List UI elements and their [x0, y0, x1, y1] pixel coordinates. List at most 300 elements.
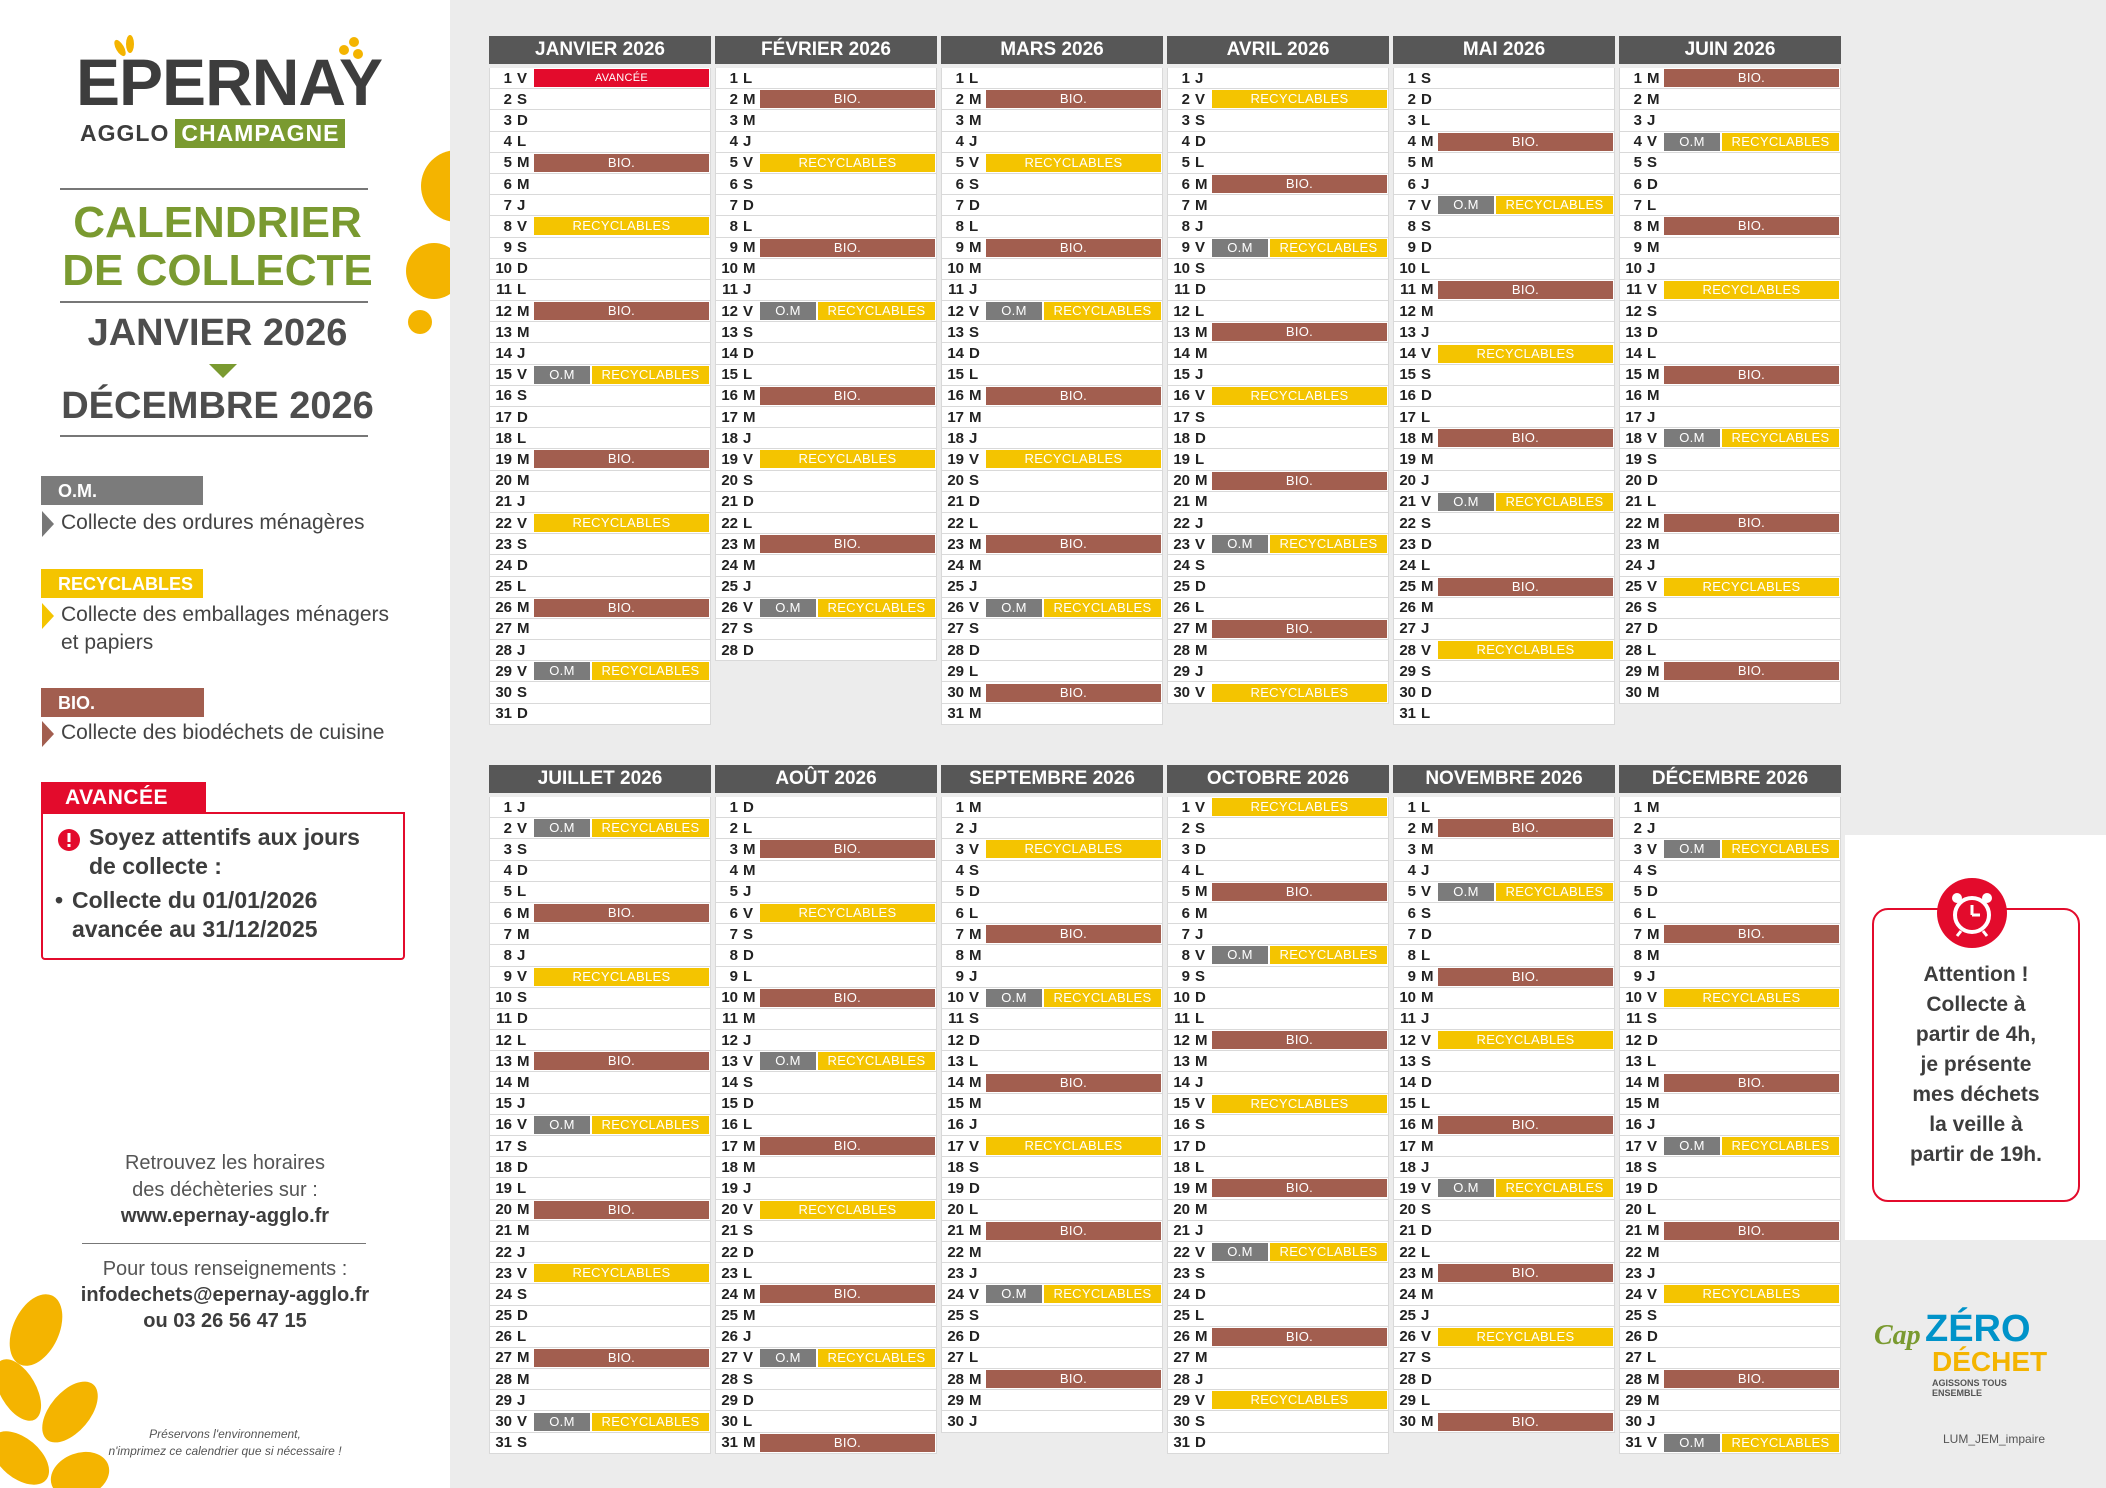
day-row — [1393, 132, 1615, 153]
collection-cell — [1438, 89, 1614, 109]
collection-cell — [1438, 1369, 1614, 1389]
collection-cell — [986, 1390, 1162, 1410]
collection-cell — [986, 1327, 1162, 1347]
day-row — [1167, 407, 1389, 428]
collection-cell — [986, 1072, 1162, 1092]
day-row — [1619, 471, 1841, 492]
day-row — [1619, 238, 1841, 259]
collection-cell — [534, 903, 710, 923]
day-letter: V — [1195, 1095, 1206, 1113]
collection-cell — [760, 555, 936, 575]
day-number: 3 — [955, 840, 964, 858]
collection-cell — [1664, 1221, 1840, 1241]
day-number: 22 — [495, 514, 512, 532]
attention-l4: je présente — [1920, 1053, 2032, 1076]
day-letter: M — [743, 556, 756, 574]
collection-cell — [760, 1072, 936, 1092]
day-row — [1619, 1136, 1841, 1157]
day-number: 10 — [1173, 260, 1190, 278]
day-number: 26 — [1399, 599, 1416, 617]
day-row — [1393, 513, 1615, 534]
day-letter: V — [1195, 798, 1206, 816]
bio-tag: BIO. — [534, 599, 709, 617]
day-row — [715, 1411, 937, 1432]
day-letter: D — [1195, 1434, 1206, 1452]
day-number: 4 — [1407, 133, 1416, 151]
day-letter: D — [1647, 1328, 1658, 1346]
collection-cell — [986, 1306, 1162, 1326]
day-list — [1393, 68, 1615, 725]
zero-text: ZÉRO — [1925, 1308, 2031, 1350]
attention-l5: mes déchets — [1912, 1083, 2040, 1106]
collection-cell — [534, 861, 710, 881]
day-letter: S — [517, 840, 528, 858]
collection-cell — [1212, 174, 1388, 194]
day-number: 5 — [955, 154, 964, 172]
day-row — [1167, 1072, 1389, 1093]
day-letter: J — [1195, 1370, 1204, 1388]
day-row — [1167, 280, 1389, 301]
day-letter: S — [1421, 1052, 1432, 1070]
day-number: 30 — [721, 1413, 738, 1431]
day-row — [1167, 428, 1389, 449]
collection-cell — [1438, 153, 1614, 173]
collection-cell — [760, 1348, 936, 1368]
day-row — [1619, 280, 1841, 301]
day-number: 17 — [1625, 1137, 1642, 1155]
collection-cell — [760, 1200, 936, 1220]
day-number: 2 — [1407, 819, 1416, 837]
day-letter: M — [1647, 684, 1660, 702]
day-letter: S — [517, 90, 528, 108]
day-row — [941, 492, 1163, 513]
day-number: 26 — [495, 599, 512, 617]
day-letter: L — [1195, 599, 1205, 617]
day-letter: D — [517, 556, 528, 574]
day-row — [489, 1284, 711, 1305]
arrow-down-icon — [209, 364, 237, 378]
om-tag: O.M — [1212, 946, 1268, 964]
day-row — [715, 1094, 937, 1115]
day-letter: S — [969, 472, 980, 490]
collection-cell — [1212, 343, 1388, 363]
collection-cell — [1438, 428, 1614, 448]
day-number: 20 — [495, 472, 512, 490]
day-row — [715, 640, 937, 661]
collection-cell — [1212, 661, 1388, 681]
day-number: 15 — [1399, 1095, 1416, 1113]
day-number: 21 — [1625, 493, 1642, 511]
collection-cell — [760, 1433, 936, 1453]
collection-cell — [986, 343, 1162, 363]
collection-cell — [986, 967, 1162, 987]
day-number: 23 — [721, 1264, 738, 1282]
day-letter: L — [517, 883, 527, 901]
day-row — [1619, 1157, 1841, 1178]
day-letter: S — [1195, 968, 1206, 986]
day-number: 8 — [503, 946, 512, 964]
day-letter: L — [517, 1031, 527, 1049]
day-row — [941, 945, 1163, 966]
info-phone: ou 03 26 56 47 15 — [143, 1310, 307, 1332]
day-number: 13 — [495, 1052, 512, 1070]
day-number: 12 — [495, 302, 512, 320]
day-row — [489, 343, 711, 364]
month-block — [941, 765, 1163, 1433]
collection-cell — [1212, 1348, 1388, 1368]
bio-tag: BIO. — [1664, 366, 1839, 384]
day-number: 17 — [1399, 408, 1416, 426]
day-number: 28 — [1173, 1370, 1190, 1388]
bio-tag: BIO. — [1664, 1370, 1839, 1388]
day-number: 8 — [503, 217, 512, 235]
day-number: 23 — [1399, 535, 1416, 553]
day-letter: M — [1647, 1095, 1660, 1113]
day-number: 29 — [1399, 1391, 1416, 1409]
collection-cell — [986, 216, 1162, 236]
day-letter: S — [517, 1137, 528, 1155]
day-letter: L — [1421, 1243, 1431, 1261]
recyclables-tag: RECYCLABLES — [1270, 535, 1387, 553]
day-row — [1393, 577, 1615, 598]
day-row — [715, 534, 937, 555]
day-row — [1393, 924, 1615, 945]
collection-cell — [534, 1284, 710, 1304]
collection-cell — [1664, 1411, 1840, 1431]
recyclables-tag: RECYCLABLES — [1496, 1179, 1613, 1197]
day-row — [941, 365, 1163, 386]
collection-cell — [760, 471, 936, 491]
day-letter: V — [1195, 1243, 1206, 1261]
day-letter: M — [743, 1434, 756, 1452]
collection-cell — [986, 322, 1162, 342]
day-row — [715, 195, 937, 216]
day-row — [715, 1200, 937, 1221]
day-number: 22 — [1399, 1243, 1416, 1261]
day-letter: J — [1421, 1307, 1430, 1325]
day-number: 12 — [495, 1031, 512, 1049]
collection-cell — [1212, 1009, 1388, 1029]
day-row — [1619, 1072, 1841, 1093]
day-letter: M — [517, 904, 530, 922]
collection-cell — [1212, 1369, 1388, 1389]
day-row — [489, 797, 711, 818]
legend-rec-desc-2: et papiers — [61, 631, 154, 654]
collection-cell — [986, 555, 1162, 575]
day-row — [1167, 661, 1389, 682]
day-letter: S — [743, 620, 754, 638]
day-letter: M — [743, 862, 756, 880]
day-number: 27 — [1173, 1349, 1190, 1367]
day-row — [489, 1051, 711, 1072]
day-row — [1167, 492, 1389, 513]
recyclables-tag: RECYCLABLES — [1438, 1031, 1613, 1049]
day-number: 1 — [1633, 69, 1642, 87]
day-letter: M — [1195, 472, 1208, 490]
day-number: 28 — [721, 1370, 738, 1388]
bio-tag: BIO. — [1212, 883, 1387, 901]
collection-cell — [760, 577, 936, 597]
day-number: 15 — [1625, 366, 1642, 384]
day-row — [715, 1369, 937, 1390]
day-letter: M — [743, 840, 756, 858]
collection-cell — [534, 682, 710, 702]
day-letter: M — [969, 535, 982, 553]
day-letter: L — [969, 662, 979, 680]
bio-tag: BIO. — [760, 387, 935, 405]
day-letter: V — [1195, 387, 1206, 405]
recyclables-tag: RECYCLABLES — [1722, 840, 1839, 858]
day-row — [1167, 89, 1389, 110]
day-row — [715, 1221, 937, 1242]
month-header: AVRIL 2026 — [1167, 36, 1389, 64]
day-letter: V — [969, 599, 980, 617]
day-number: 14 — [1625, 1074, 1642, 1092]
day-letter: M — [1421, 281, 1434, 299]
day-number: 14 — [1399, 345, 1416, 363]
day-letter: S — [1195, 1413, 1206, 1431]
bio-tag: BIO. — [534, 1201, 709, 1219]
collection-cell — [534, 1327, 710, 1347]
day-row — [489, 682, 711, 703]
day-row — [941, 471, 1163, 492]
day-letter: S — [517, 989, 528, 1007]
day-row — [715, 89, 937, 110]
day-row — [1393, 1263, 1615, 1284]
recyclables-tag: RECYCLABLES — [760, 904, 935, 922]
day-letter: M — [743, 1307, 756, 1325]
month-block — [1619, 765, 1841, 1454]
day-number: 29 — [495, 1391, 512, 1409]
collection-cell — [986, 882, 1162, 902]
day-row — [489, 1221, 711, 1242]
bio-tag: BIO. — [1664, 1074, 1839, 1092]
day-number: 9 — [955, 239, 964, 257]
day-number: 25 — [947, 1307, 964, 1325]
bio-tag: BIO. — [1664, 514, 1839, 532]
month-block — [1393, 36, 1615, 725]
day-letter: M — [517, 1370, 530, 1388]
day-letter: L — [743, 968, 753, 986]
collection-cell — [1664, 513, 1840, 533]
day-number: 12 — [947, 302, 964, 320]
collection-cell — [1664, 301, 1840, 321]
day-number: 27 — [1399, 1349, 1416, 1367]
collection-cell — [1664, 1327, 1840, 1347]
day-letter: S — [517, 535, 528, 553]
day-row — [489, 534, 711, 555]
day-row — [489, 1390, 711, 1411]
day-letter: L — [969, 69, 979, 87]
day-row — [1393, 661, 1615, 682]
day-row — [941, 661, 1163, 682]
day-number: 10 — [947, 989, 964, 1007]
day-row — [941, 882, 1163, 903]
day-letter: J — [743, 429, 752, 447]
bio-tag: BIO. — [986, 1222, 1161, 1240]
day-number: 8 — [1633, 946, 1642, 964]
om-tag: O.M — [986, 302, 1042, 320]
collection-cell — [1212, 882, 1388, 902]
om-tag: O.M — [534, 366, 590, 384]
day-number: 4 — [1633, 133, 1642, 151]
collection-cell — [986, 945, 1162, 965]
collection-cell — [1212, 1284, 1388, 1304]
day-letter: L — [1421, 1095, 1431, 1113]
day-number: 27 — [721, 620, 738, 638]
day-row — [489, 132, 711, 153]
collection-cell — [1438, 343, 1614, 363]
om-tag: O.M — [534, 662, 590, 680]
day-letter: M — [1421, 840, 1434, 858]
day-number: 29 — [1399, 662, 1416, 680]
attention-text — [1874, 960, 2078, 1170]
day-letter: M — [1421, 1137, 1434, 1155]
day-letter: V — [1647, 281, 1658, 299]
collection-cell — [1438, 640, 1614, 660]
collection-cell — [986, 132, 1162, 152]
day-number: 9 — [1407, 968, 1416, 986]
collection-cell — [1212, 195, 1388, 215]
day-number: 27 — [947, 620, 964, 638]
day-row — [1167, 1030, 1389, 1051]
day-row — [489, 882, 711, 903]
day-letter: D — [1421, 684, 1432, 702]
recyclables-tag: RECYCLABLES — [1044, 599, 1161, 617]
bio-tag: BIO. — [1438, 281, 1613, 299]
info-l1: Retrouvez les horaires — [124, 1152, 326, 1174]
collection-cell — [1212, 1411, 1388, 1431]
day-letter: D — [1647, 620, 1658, 638]
collection-cell — [534, 555, 710, 575]
day-row — [1167, 1115, 1389, 1136]
day-letter: V — [1647, 578, 1658, 596]
day-number: 26 — [1173, 1328, 1190, 1346]
collection-cell — [534, 924, 710, 944]
day-letter: S — [1195, 408, 1206, 426]
collection-cell — [986, 471, 1162, 491]
day-number: 6 — [729, 904, 738, 922]
bio-tag: BIO. — [986, 1074, 1161, 1092]
day-number: 15 — [1625, 1095, 1642, 1113]
info-email[interactable]: infodechets@epernay-agglo.fr — [80, 1284, 370, 1306]
day-letter: V — [1647, 989, 1658, 1007]
day-row — [1393, 195, 1615, 216]
legend-om-desc: Collecte des ordures ménagères — [61, 511, 365, 534]
collection-cell — [1438, 1157, 1614, 1177]
collection-cell — [760, 238, 936, 258]
om-tag: O.M — [1438, 883, 1494, 901]
day-row — [715, 1157, 937, 1178]
day-letter: M — [1421, 1264, 1434, 1282]
collection-cell — [1664, 195, 1840, 215]
day-letter: D — [1195, 989, 1206, 1007]
day-row — [1167, 195, 1389, 216]
day-row — [1619, 89, 1841, 110]
info-url[interactable]: www.epernay-agglo.fr — [120, 1205, 330, 1227]
day-row — [941, 704, 1163, 725]
month-header: JANVIER 2026 — [489, 36, 711, 64]
legend-rec-desc-1: Collecte des emballages ménagers — [61, 603, 390, 626]
day-number: 4 — [503, 133, 512, 151]
day-letter: L — [743, 514, 753, 532]
day-number: 15 — [721, 366, 738, 384]
day-number: 3 — [1181, 111, 1190, 129]
day-number: 4 — [1633, 862, 1642, 880]
recyclables-tag: RECYCLABLES — [592, 1116, 709, 1134]
day-letter: D — [969, 196, 980, 214]
day-row — [1393, 1284, 1615, 1305]
day-number: 14 — [721, 1074, 738, 1092]
collection-cell — [534, 449, 710, 469]
day-letter: M — [1421, 578, 1434, 596]
day-letter: D — [1195, 578, 1206, 596]
recyclables-tag: RECYCLABLES — [1496, 196, 1613, 214]
day-letter: M — [517, 472, 530, 490]
collection-cell — [760, 386, 936, 406]
day-row — [941, 1242, 1163, 1263]
day-row — [1393, 1009, 1615, 1030]
day-number: 19 — [1173, 1179, 1190, 1197]
day-letter: M — [1421, 968, 1434, 986]
day-letter: V — [1647, 1285, 1658, 1303]
bio-tag: BIO. — [534, 154, 709, 172]
day-letter: D — [969, 883, 980, 901]
day-letter: D — [969, 641, 980, 659]
day-letter: V — [517, 819, 528, 837]
day-row — [489, 110, 711, 131]
day-row — [489, 1200, 711, 1221]
day-letter: V — [1647, 429, 1658, 447]
day-number: 4 — [1181, 133, 1190, 151]
tagline-text: AGISSONS TOUS ENSEMBLE — [1932, 1378, 2007, 1398]
collection-cell — [760, 797, 936, 817]
collection-cell — [760, 839, 936, 859]
day-number: 4 — [955, 862, 964, 880]
day-number: 4 — [955, 133, 964, 151]
day-row — [941, 598, 1163, 619]
day-row — [489, 903, 711, 924]
collection-cell — [534, 640, 710, 660]
day-letter: S — [1421, 217, 1432, 235]
day-letter: V — [1421, 196, 1432, 214]
day-number: 1 — [729, 798, 738, 816]
day-letter: L — [1421, 798, 1431, 816]
day-letter: D — [1195, 133, 1206, 151]
day-number: 20 — [1399, 1201, 1416, 1219]
om-tag: O.M — [760, 599, 816, 617]
day-number: 25 — [1625, 578, 1642, 596]
day-row — [1393, 619, 1615, 640]
day-letter: S — [1647, 450, 1658, 468]
collection-cell — [1212, 322, 1388, 342]
day-letter: J — [969, 1116, 978, 1134]
day-number: 10 — [1399, 260, 1416, 278]
day-number: 3 — [503, 111, 512, 129]
day-letter: J — [517, 345, 526, 363]
collection-cell — [1438, 1115, 1614, 1135]
day-number: 20 — [1173, 1201, 1190, 1219]
day-letter: L — [969, 1349, 979, 1367]
day-row — [715, 1051, 937, 1072]
day-number: 16 — [721, 387, 738, 405]
day-letter: D — [1421, 387, 1432, 405]
collection-cell — [760, 534, 936, 554]
collection-cell — [760, 861, 936, 881]
day-row — [1393, 407, 1615, 428]
collection-cell — [986, 153, 1162, 173]
collection-cell — [760, 216, 936, 236]
